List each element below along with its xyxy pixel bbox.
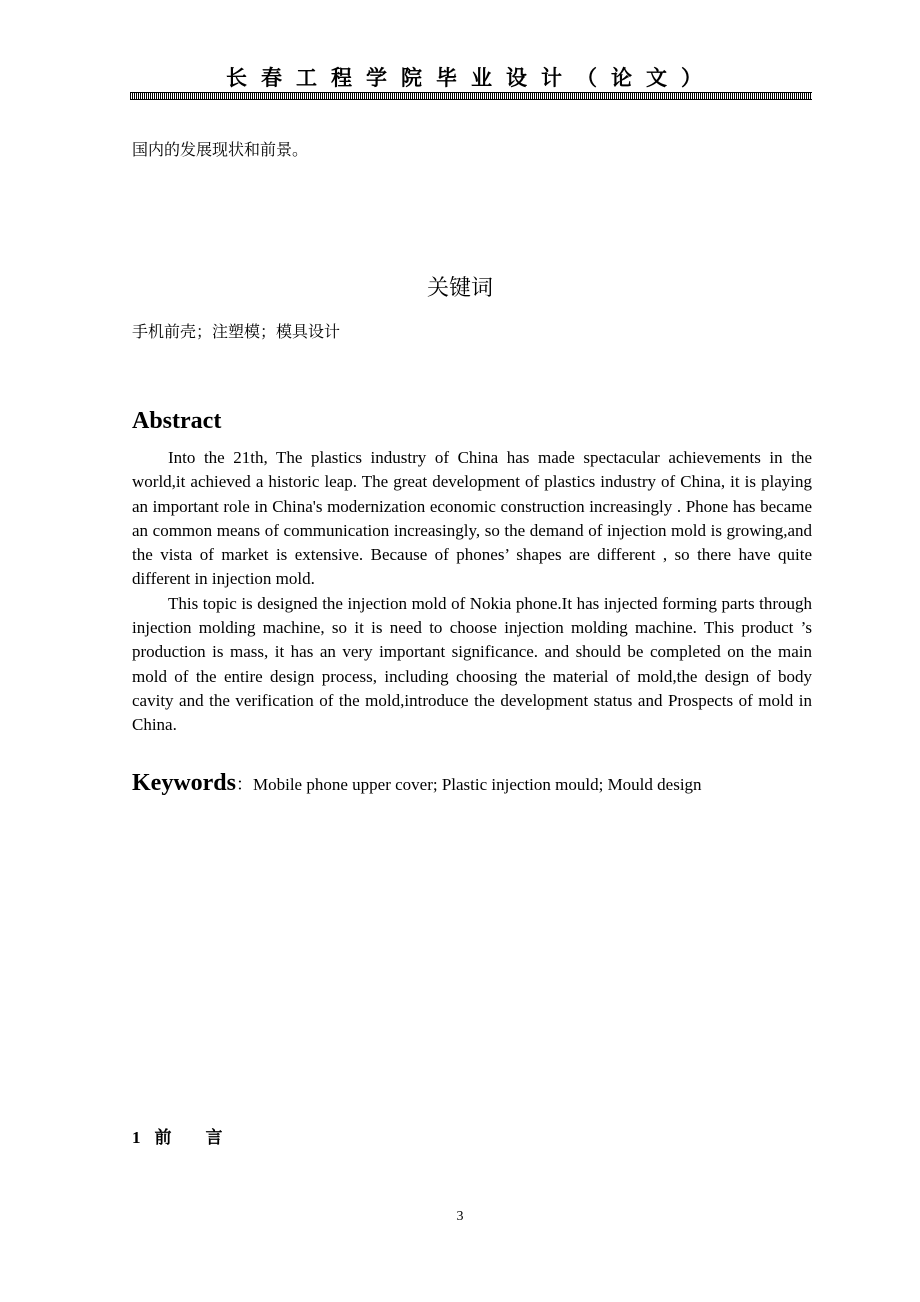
keywords-en-label: Keywords [132,770,236,796]
page-header-title: 长春工程学院毕业设计（论文） [226,66,716,90]
section-heading [132,1126,812,1150]
section-title-part1: 前 [154,1128,172,1148]
abstract-title: Abstract [132,408,222,434]
abstract-body [132,446,812,738]
keywords-en [132,768,812,800]
section-number: 1 [132,1128,141,1147]
abstract-paragraph-1: Into the 21th, The plastics industry of China has made spectacular achievements in the world,it achieved a historic leap. The great development of plastics industry of China, it is playing an important role in China's modernization economic construction increasingly . Phone has became an common means of communication increasingly, so the demand of injection mold is growing,and the vista of market is extensive. Because of phones’ shapes are different , so there have quite different in injection mold. [132,448,812,589]
abstract-paragraph-2: This topic is designed the injection mold of Nokia phone.It has injected forming parts through injection molding machine, so it is need to choose injection molding machine. This product ’s production is mass, it has an very important significance. and should be completed on the main mold of the entire design process, including choosing the material of mold,the design of body cavity and the verification of the mold,introduce the development status and Prospects of mold in China. [132,593,812,735]
keywords-cn-text: 手机前壳；注塑模；模具设计 [132,322,341,341]
page-number: 3 [456,1209,464,1224]
intro-continuation: 国内的发展现状和前景。 [132,140,309,159]
header-divider [130,92,812,100]
keywords-en-separator: ： [236,775,253,794]
keywords-en-text: Mobile phone upper cover; Plastic injection mould; Mould design [253,775,702,794]
keywords-cn-title: 关键词 [426,276,493,301]
section-title-part2: 言 [205,1128,223,1148]
